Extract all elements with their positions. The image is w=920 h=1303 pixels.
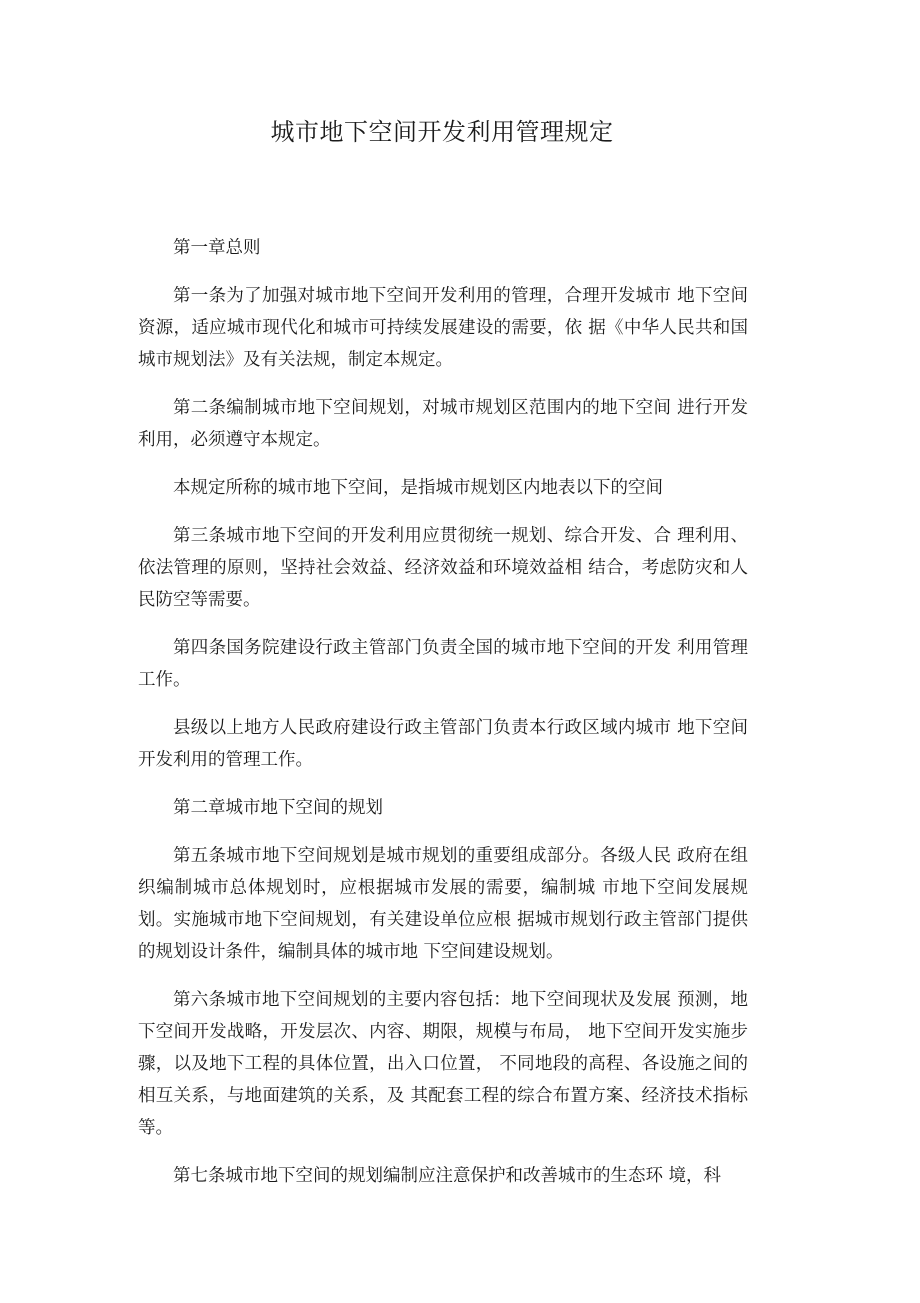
article-paragraph: 第六条城市地下空间规划的主要内容包括：地下空间现状及发展 预测，地下空间开发战略，开发层次、内容、期限，规模与布局， 地下空间开发实施步骤，以及地下工程的具体位置，出入口位置， 不同地段的高程、各设施之间的相互关系，与地面建筑的关系，及 其配套工程的综合布置方案、经济技术指标等。 <box>138 990 748 1138</box>
article-paragraph: 第七条城市地下空间的规划编制应注意保护和改善城市的生态环 境，科 <box>173 1166 722 1186</box>
article-paragraph: 本规定所称的城市地下空间，是指城市规划区内地表以下的空间 <box>173 478 663 498</box>
document-title: 城市地下空间开发利用管理规定 <box>270 118 614 146</box>
chapter-heading: 第一章总则 <box>173 238 261 258</box>
article-paragraph: 第四条国务院建设行政主管部门负责全国的城市地下空间的开发 利用管理工作。 <box>138 638 748 690</box>
article-paragraph: 第二条编制城市地下空间规划，对城市规划区范围内的地下空间 进行开发利用，必须遵守本规定。 <box>138 398 748 450</box>
document-body <box>138 232 748 1208</box>
chapter-heading: 第二章城市地下空间的规划 <box>173 798 383 818</box>
article-paragraph: 县级以上地方人民政府建设行政主管部门负责本行政区域内城市 地下空间开发利用的管理工作。 <box>138 718 748 770</box>
article-paragraph: 第三条城市地下空间的开发利用应贯彻统一规划、综合开发、合 理利用、依法管理的原则，坚持社会效益、经济效益和环境效益相 结合，考虑防灾和人民防空等需要。 <box>138 526 748 610</box>
article-paragraph: 第五条城市地下空间规划是城市规划的重要组成部分。各级人民 政府在组织编制城市总体规划时，应根据城市发展的需要，编制城 市地下空间发展规划。实施城市地下空间规划，有关建设单位应根 据城市规划行政主管部门提供的规划设计条件，编制具体的城市地 下空间建设规划。 <box>138 846 748 962</box>
article-paragraph: 第一条为了加强对城市地下空间开发利用的管理，合理开发城市 地下空间资源，适应城市现代化和城市可持续发展建设的需要，依 据《中华人民共和国城市规划法》及有关法规，制定本规定。 <box>138 286 748 370</box>
